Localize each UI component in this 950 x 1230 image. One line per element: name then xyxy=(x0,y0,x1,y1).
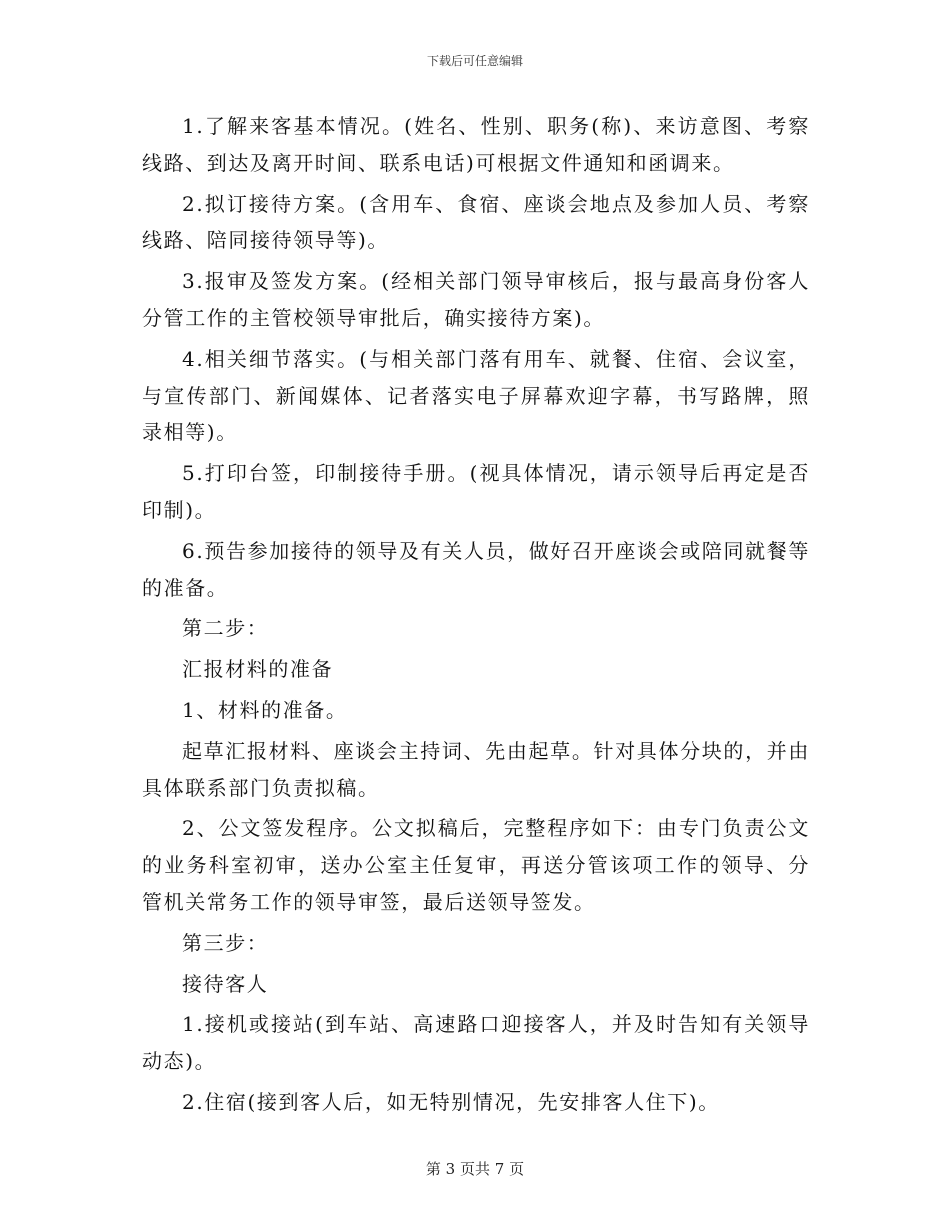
step2-title: 汇报材料的准备 xyxy=(182,657,334,682)
paragraph-step1-item4: 4.相关细节落实。(与相关部门落有用车、就餐、住宿、会议室，与宣传部门、新闻媒体、记者落实电子屏幕欢迎字幕，书写路牌，照录相等)。 xyxy=(142,346,810,445)
paragraph-step3-item2: 2.住宿(接到客人后，如无特别情况，先安排客人住下)。 xyxy=(182,1089,720,1114)
paragraph-step1-item1: 1.了解来客基本情况。(姓名、性别、职务(称)、来访意图、考察线路、到达及离开时间、联系电话)可根据文件通知和函调来。 xyxy=(142,114,810,175)
paragraph-step1-item6: 6.预告参加接待的领导及有关人员，做好召开座谈会或陪同就餐等的准备。 xyxy=(142,538,810,600)
paragraph-step1-item2: 2.拟订接待方案。(含用车、食宿、座谈会地点及参加人员、考察线路、陪同接待领导等)。 xyxy=(142,191,810,253)
step3-title: 接待客人 xyxy=(182,971,269,996)
page-header: 下载后可任意编辑 xyxy=(426,54,523,68)
paragraph-step1-item3: 3.报审及签发方案。(经相关部门领导审核后，报与最高身份客人分管工作的主管校领导审批后，确实接待方案)。 xyxy=(142,269,810,330)
document-body xyxy=(142,108,810,1125)
paragraph-step2-item2: 2、公文签发程序。公文拟稿后，完整程序如下：由专门负责公文的业务科室初审，送办公室主任复审，再送分管该项工作的领导、分管机关常务工作的领导审签，最后送领导签发。 xyxy=(142,816,810,914)
page-footer: 第 3 页共 7 页 xyxy=(425,1160,525,1178)
paragraph-step2-drafting: 起草汇报材料、座谈会主持词、先由起草。针对具体分块的，并由具体联系部门负责拟稿。 xyxy=(142,738,810,800)
paragraph-step3-item1: 1.接机或接站(到车站、高速路口迎接客人，并及时告知有关领导动态)。 xyxy=(142,1012,810,1074)
paragraph-step2-item1: 1、材料的准备。 xyxy=(182,697,348,722)
step3-heading: 第三步： xyxy=(182,930,269,955)
step2-heading: 第二步： xyxy=(182,616,269,641)
paragraph-step1-item5: 5.打印台签，印制接待手册。(视具体情况，请示领导后再定是否印制)。 xyxy=(142,461,810,522)
